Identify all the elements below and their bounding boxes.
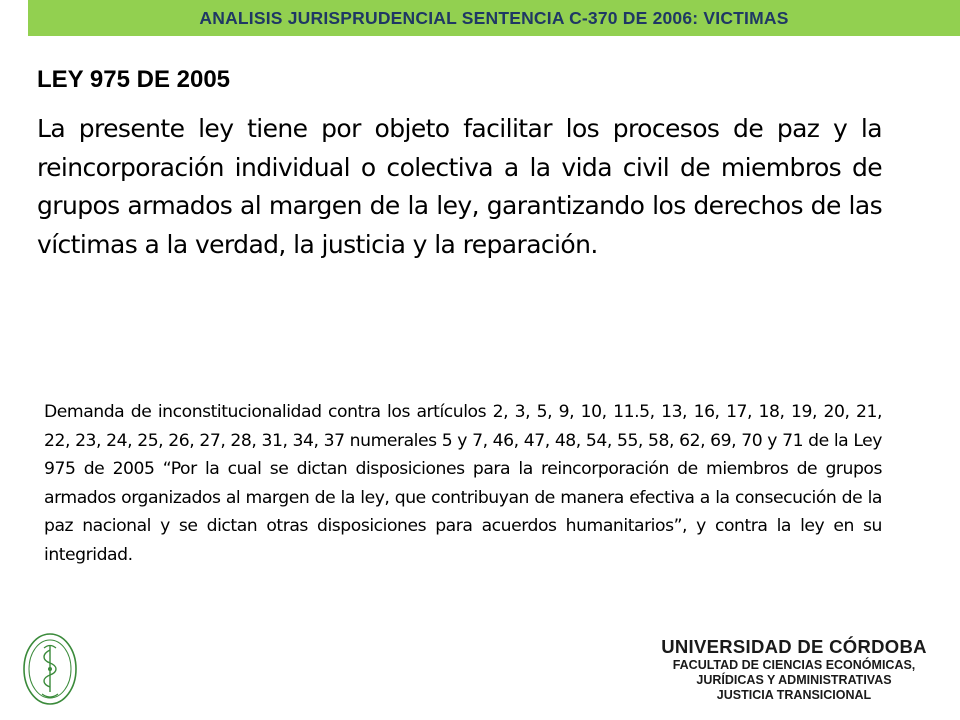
faculty-line-1: FACULTAD DE CIENCIAS ECONÓMICAS,: [672, 658, 916, 672]
lawsuit-paragraph: Demanda de inconstitucionalidad contra los artículos 2, 3, 5, 9, 10, 11.5, 13, 16, 17, 18, 19, 20, 21, 22, 23, 24, 25, 26, 27, 28, 31, 34, 37 numerales 5 y 7, 46, 47, 48, 54, 55, 58, 62, 69, 70 y 71 de la Ley 975 de 2005 “Por la cual se dictan disposiciones para la reincorporación de miembros de grupos armados organizados al margen de la ley, que contribuyan de manera efectiva a la consecución de la paz nacional y se dictan otras disposiciones para acuerdos humanitarios”, y contra la ley en su integridad.: [44, 402, 882, 565]
faculty-line-2: JURÍDICAS Y ADMINISTRATIVAS: [696, 673, 892, 687]
section-title: LEY 975 DE 2005: [37, 66, 231, 93]
main-paragraph: La presente ley tiene por objeto facilitar los procesos de paz y la reincorporación individual o colectiva a la vida civil de miembros de grupos armados al margen de la ley, garantizando los derechos de las víctimas a la verdad, la justicia y la reparación.: [37, 114, 882, 259]
faculty-line-3: JUSTICIA TRANSICIONAL: [716, 688, 872, 702]
header-bar: [28, 0, 960, 36]
university-name: UNIVERSIDAD DE CÓRDOBA: [661, 636, 927, 657]
university-seal-icon: [20, 630, 80, 708]
university-branding: [636, 636, 952, 703]
slide-title: ANALISIS JURISPRUDENCIAL SENTENCIA C-370 DE 2006: VICTIMAS: [199, 7, 789, 28]
